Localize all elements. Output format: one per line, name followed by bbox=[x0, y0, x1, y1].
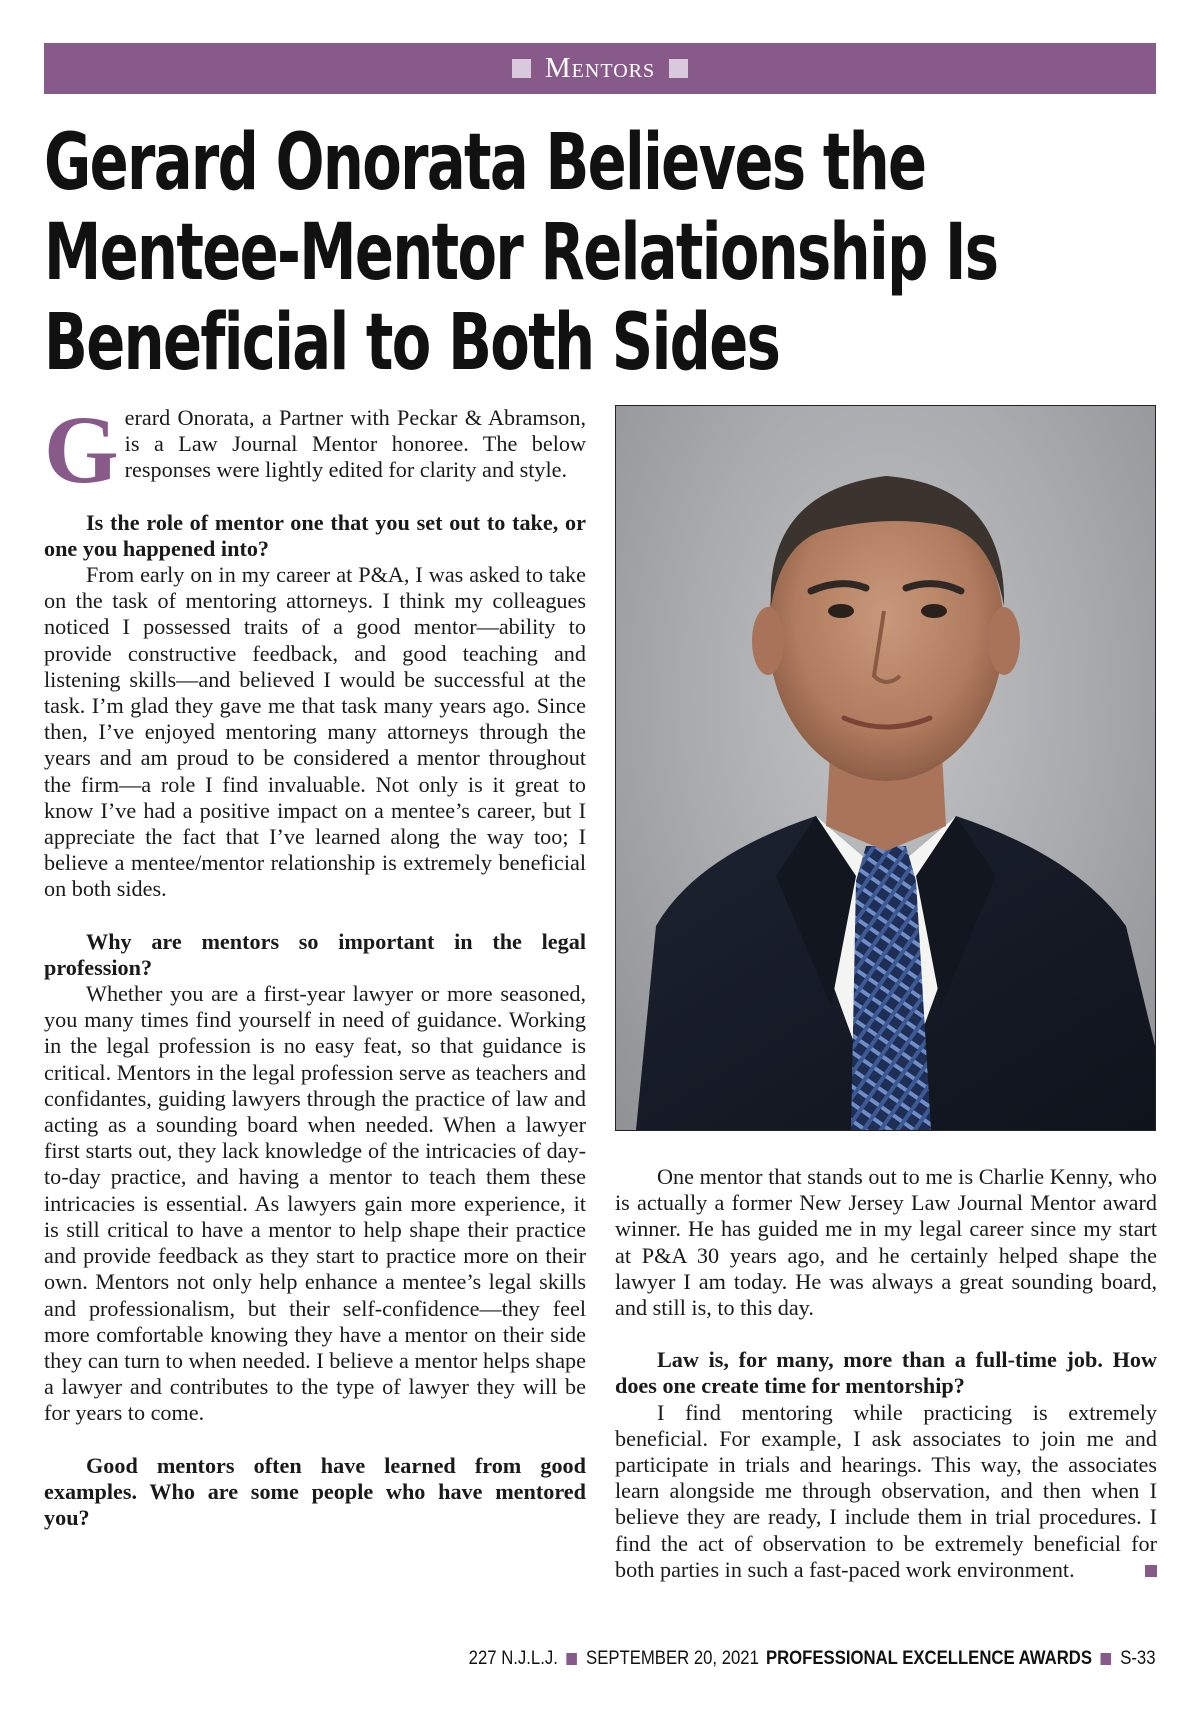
section-label: Mentors bbox=[544, 52, 656, 84]
article-column-right bbox=[615, 1164, 1157, 1583]
square-bullet-icon bbox=[669, 59, 688, 78]
answer-1: From early on in my career at P&A, I was asked to take on the task of mentoring attorneys. I think my colleagues noticed I possessed traits of a good mentor—ability to provide constructive feedback, and good teaching and listening skills—and believed I would be successful at the task. I’m glad they gave me that task many years ago. Since then, I’ve enjoyed mentoring many attorneys through the years and am proud to be considered a mentor throughout the firm—a role I find invaluable. Not only is it great to know I’ve had a positive impact on a mentee’s career, but I appreciate the fact that I’ve learned along the way too; I believe a mentee/mentor relationship is extremely beneficial on both sides. bbox=[44, 562, 586, 902]
square-bullet-icon bbox=[567, 1653, 578, 1665]
square-bullet-icon bbox=[512, 59, 531, 78]
question-1: Is the role of mentor one that you set out to take, or one you happened into? bbox=[44, 509, 586, 561]
article-headline: Gerard Onorata Believes the Mentee-Mentor Relationship Is Beneficial to Both Sides bbox=[44, 118, 998, 388]
question-4: Law is, for many, more than a full-time job. How does one create time for mentorship? bbox=[615, 1347, 1157, 1399]
end-of-article-icon bbox=[1145, 1565, 1157, 1577]
page-footer bbox=[469, 1648, 1156, 1670]
section-banner bbox=[44, 43, 1156, 94]
portrait-illustration bbox=[616, 406, 1155, 1130]
intro-text: erard Onorata, a Partner with Peckar & Abramson, is a Law Journal Mentor honoree. The below responses were lightly edited for clarity and style. bbox=[124, 405, 586, 483]
portrait-photo bbox=[615, 405, 1156, 1131]
drop-cap: G bbox=[44, 396, 119, 503]
answer-3: One mentor that stands out to me is Charlie Kenny, who is actually a former New Jersey Law Journal Mentor award winner. He has guided me in my legal career since my start at P&A 30 years ago, and he certainly helped shape the lawyer I am today. He was always a great sounding board, and still is, to this day. bbox=[615, 1164, 1157, 1321]
question-3: Good mentors often have learned from good examples. Who are some people who have mentored you? bbox=[44, 1452, 586, 1530]
intro-paragraph bbox=[44, 396, 586, 503]
footer-citation: 227 N.J.L.J. bbox=[469, 1648, 559, 1669]
question-2: Why are mentors so important in the legal profession? bbox=[44, 928, 586, 980]
footer-date: SEPTEMBER 20, 2021 bbox=[586, 1648, 760, 1669]
answer-4 bbox=[615, 1400, 1157, 1583]
square-bullet-icon bbox=[1101, 1653, 1112, 1665]
article-column-left bbox=[44, 396, 586, 1531]
answer-4-text: I find mentoring while practicing is extremely beneficial. For example, I ask associates to join me and participate in trials and hearings. This way, the associates learn alongside me through observation, and then when I believe they are ready, I include them in trial procedures. I find the act of observation to be extremely beneficial for both parties in such a fast-paced work environment. bbox=[615, 1399, 1157, 1582]
footer-page-number: S-33 bbox=[1120, 1648, 1156, 1669]
answer-2: Whether you are a first-year lawyer or more seasoned, you many times find yourself in need of guidance. Working in the legal profession is no easy feat, so that guidance is critical. Mentors in the legal profession serve as teachers and confidantes, guiding lawyers through the practice of law and acting as a sounding board when needed. When a lawyer first starts out, they lack knowledge of the intricacies of day-to-day practice, and having a mentor to teach them these intricacies is essential. As lawyers gain more experience, it is still critical to have a mentor to help shape their practice and provide feedback as they start to practice more on their own. Mentors not only help enhance a mentee’s legal skills and professionalism, but their self-confidence—they feel more comfortable knowing they have a mentor on their side they can turn to when needed. I believe a mentor helps shape a lawyer and contributes to the type of lawyer they will be for years to come. bbox=[44, 981, 586, 1426]
footer-publication: PROFESSIONAL EXCELLENCE AWARDS bbox=[766, 1648, 1093, 1669]
